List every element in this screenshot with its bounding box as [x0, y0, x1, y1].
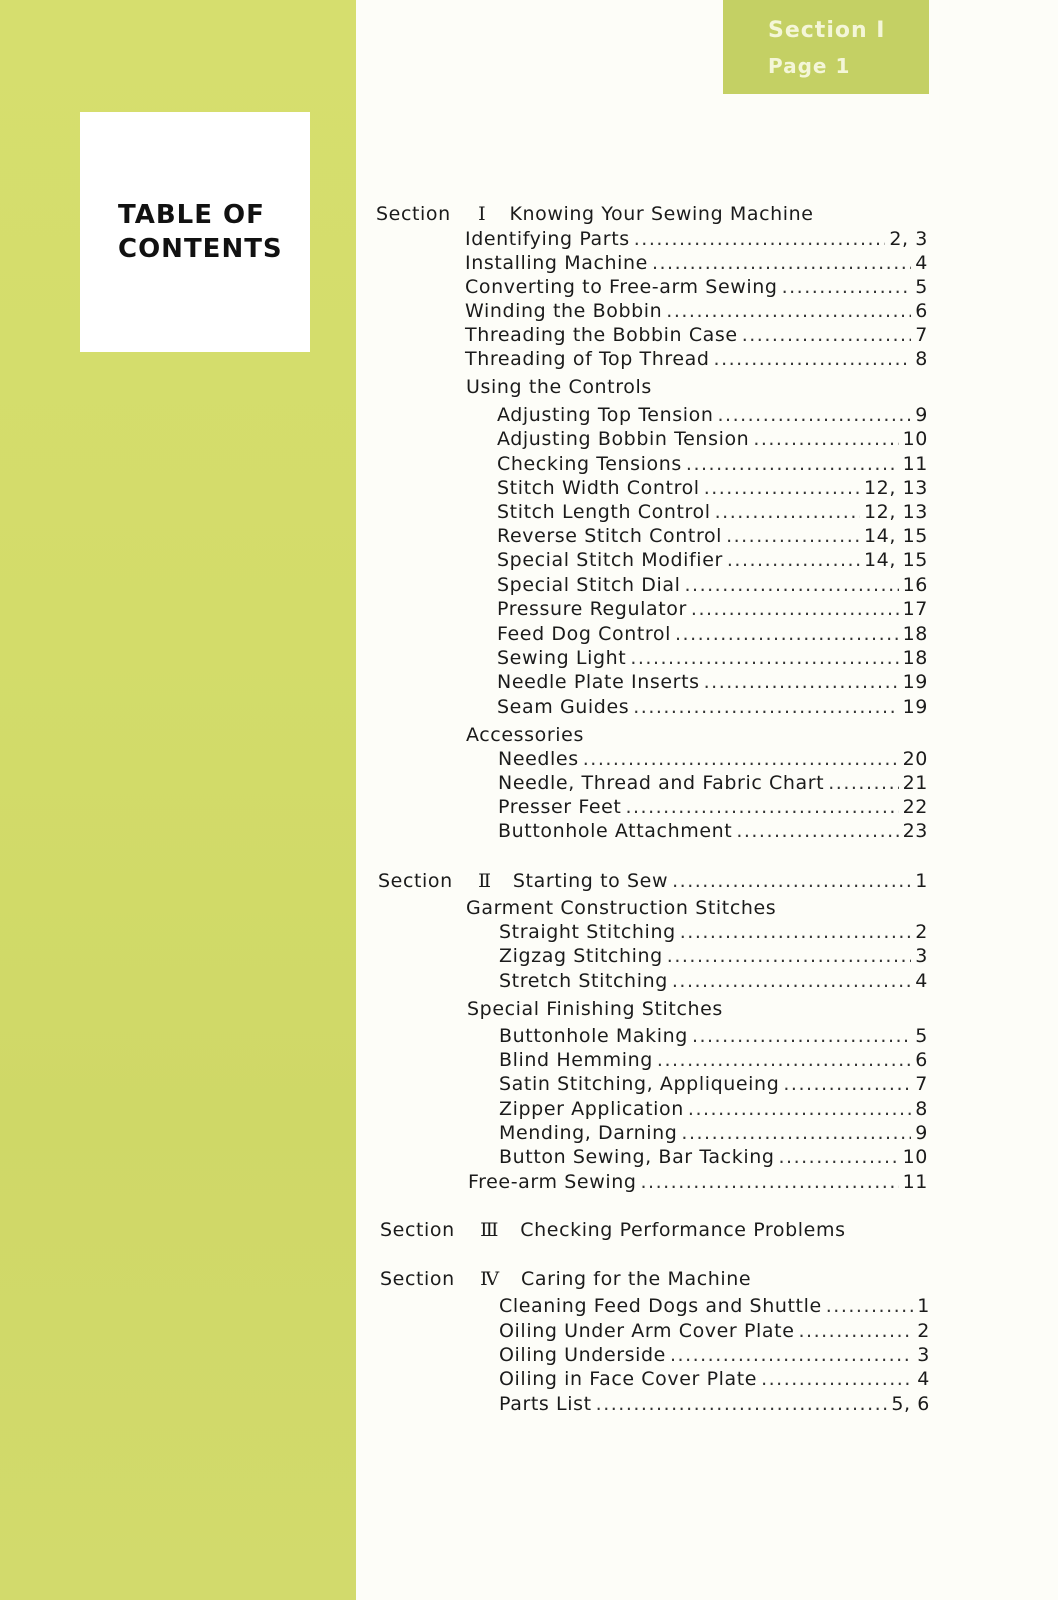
subsection-heading: Special Finishing Stitches — [467, 998, 723, 1020]
section-numeral: Ⅱ — [478, 870, 492, 892]
tab-page-label: Page 1 — [768, 54, 851, 78]
toc-entry: Buttonhole Making ..... 5 — [499, 1024, 928, 1048]
toc-entry: Free-arm Sewing ..... 11 — [468, 1170, 928, 1194]
section-numeral: Ⅰ — [478, 203, 487, 225]
section-heading: Checking Performance Problems — [520, 1219, 846, 1241]
toc-entry: Pressure Regulator ..... 17 — [497, 597, 928, 621]
section-heading: Caring for the Machine — [520, 1268, 752, 1290]
toc-entry: Buttonhole Attachment ..... 23 — [498, 819, 928, 843]
tab-section-label: Section Ⅰ — [768, 18, 886, 43]
toc-entry: Feed Dog Control ..... 18 — [497, 622, 928, 646]
subsection-heading: Accessories — [466, 724, 584, 746]
toc-entry: Stretch Stitching ..... 4 — [499, 969, 928, 993]
toc-entry: Zipper Application ..... 8 — [499, 1097, 928, 1121]
toc-entry: Stitch Length Control ..... 12, 13 — [497, 500, 928, 524]
toc-entry: Checking Tensions ..... 11 — [497, 452, 928, 476]
section-label: Section — [378, 870, 453, 892]
toc-entry: Needles ..... 20 — [498, 747, 928, 771]
toc-entry: Needle Plate Inserts ..... 19 — [497, 670, 928, 694]
section-heading: Knowing Your Sewing Machine — [509, 203, 814, 225]
toc-entry: Straight Stitching ..... 2 — [499, 920, 928, 944]
toc-entry: Parts List ..... 5, 6 — [499, 1392, 930, 1416]
section-label: Section — [380, 1219, 455, 1241]
section-numeral: Ⅲ — [480, 1219, 500, 1241]
section-2-header — [378, 869, 928, 893]
toc-entry: Converting to Free-arm Sewing ..... 5 — [465, 275, 928, 299]
toc-entry: Threading the Bobbin Case ..... 7 — [465, 323, 928, 347]
toc-entry: Satin Stitching, Appliqueing ..... 7 — [499, 1072, 928, 1096]
toc-entry: Identifying Parts ..... 2, 3 — [465, 227, 928, 251]
section-4-header — [380, 1267, 751, 1291]
toc-entry: Winding the Bobbin ..... 6 — [465, 299, 928, 323]
toc-entry: Stitch Width Control ..... 12, 13 — [497, 476, 928, 500]
section-3-header — [380, 1218, 846, 1242]
toc-entry: Oiling in Face Cover Plate ..... 4 — [499, 1367, 930, 1391]
toc-entry: Button Sewing, Bar Tacking ..... 10 — [499, 1145, 928, 1169]
section-1-header — [376, 202, 814, 226]
toc-entry: Installing Machine ..... 4 — [465, 251, 928, 275]
toc-entry: Adjusting Bobbin Tension ..... 10 — [497, 427, 928, 451]
toc-entry: Needle, Thread and Fabric Chart ..... 21 — [498, 771, 928, 795]
toc-entry: Special Stitch Modifier ..... 14, 15 — [497, 548, 928, 572]
toc-entry: Presser Feet ..... 22 — [498, 795, 928, 819]
toc-entry: Mending, Darning ..... 9 — [499, 1121, 928, 1145]
toc-entry: Seam Guides ..... 19 — [497, 695, 928, 719]
toc-entry: Cleaning Feed Dogs and Shuttle ..... 1 — [499, 1294, 930, 1318]
toc-entry: Oiling Under Arm Cover Plate ..... 2 — [499, 1319, 930, 1343]
toc-entry: Blind Hemming ..... 6 — [499, 1048, 928, 1072]
toc-entry: Adjusting Top Tension ..... 9 — [497, 403, 928, 427]
section-label: Section — [376, 203, 451, 225]
toc-entry: Oiling Underside ..... 3 — [499, 1343, 930, 1367]
page-title: TABLE OF CONTENTS — [118, 200, 283, 264]
toc-entry: Zigzag Stitching ..... 3 — [499, 944, 928, 968]
subsection-heading: Using the Controls — [466, 376, 652, 398]
section-heading: Starting to Sew — [512, 870, 669, 892]
section-label: Section — [380, 1268, 455, 1290]
toc-entry: Threading of Top Thread ..... 8 — [465, 347, 928, 371]
toc-entry: Reverse Stitch Control ..... 14, 15 — [497, 524, 928, 548]
toc-entry: Special Stitch Dial ..... 16 — [497, 573, 928, 597]
section-page: 1 — [915, 870, 928, 892]
subsection-heading: Garment Construction Stitches — [466, 897, 777, 919]
toc-entry: Sewing Light ..... 18 — [497, 646, 928, 670]
section-numeral: Ⅳ — [480, 1268, 500, 1290]
